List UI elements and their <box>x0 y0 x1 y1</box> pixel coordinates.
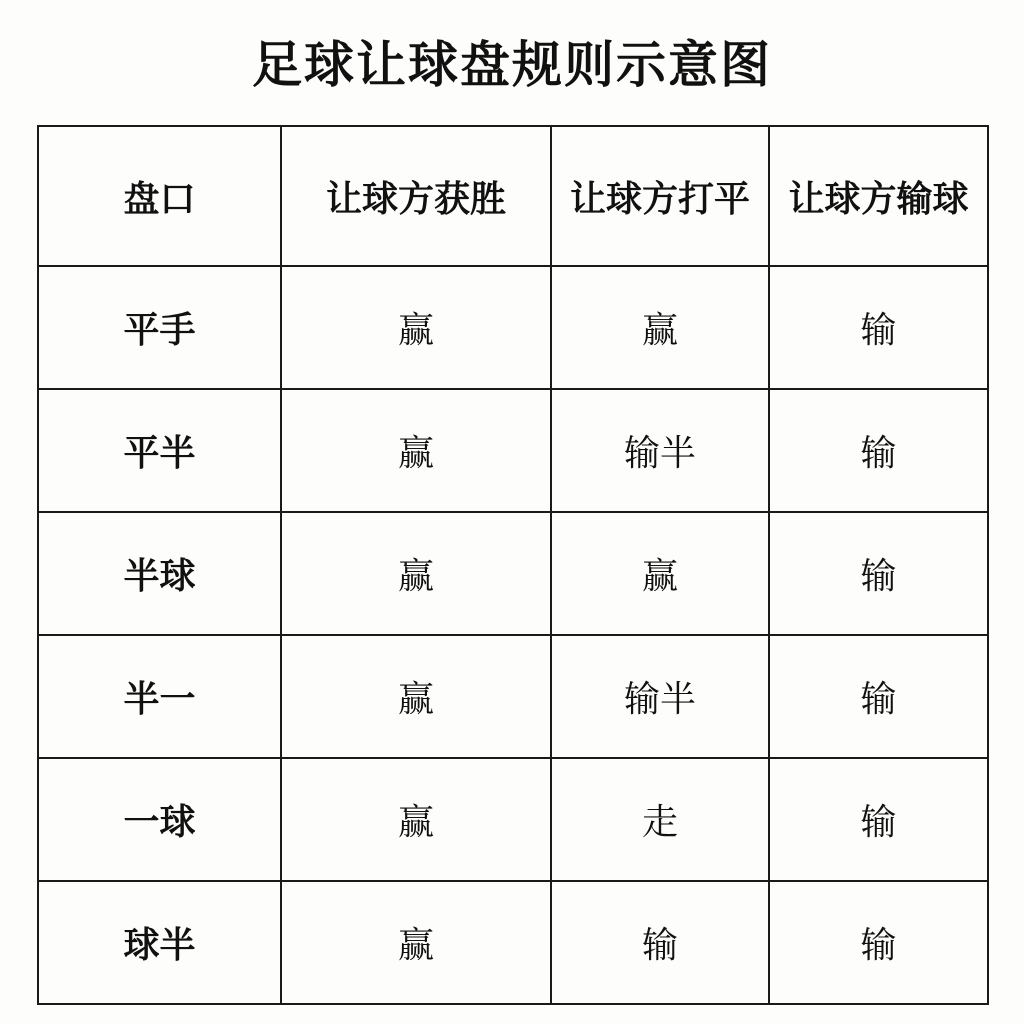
draw-cell: 输 <box>551 881 769 1004</box>
win-cell: 赢 <box>281 635 551 758</box>
handicap-cell: 半球 <box>38 512 281 635</box>
header-favorite-wins: 让球方获胜 <box>281 126 551 266</box>
draw-cell: 赢 <box>551 512 769 635</box>
table-row <box>38 266 988 389</box>
table-row <box>38 881 988 1004</box>
lose-cell: 输 <box>769 389 988 512</box>
header-favorite-loses: 让球方输球 <box>769 126 988 266</box>
win-cell: 赢 <box>281 389 551 512</box>
handicap-rules-table <box>37 125 989 1005</box>
win-cell: 赢 <box>281 266 551 389</box>
handicap-cell: 球半 <box>38 881 281 1004</box>
table-row <box>38 635 988 758</box>
handicap-cell: 半一 <box>38 635 281 758</box>
win-cell: 赢 <box>281 512 551 635</box>
lose-cell: 输 <box>769 758 988 881</box>
page-title: 足球让球盘规则示意图 <box>252 36 772 94</box>
header-favorite-draws: 让球方打平 <box>551 126 769 266</box>
handicap-cell: 平半 <box>38 389 281 512</box>
header-handicap: 盘口 <box>38 126 281 266</box>
lose-cell: 输 <box>769 512 988 635</box>
table-row <box>38 512 988 635</box>
draw-cell: 输半 <box>551 635 769 758</box>
lose-cell: 输 <box>769 635 988 758</box>
table-row <box>38 389 988 512</box>
draw-cell: 输半 <box>551 389 769 512</box>
win-cell: 赢 <box>281 881 551 1004</box>
lose-cell: 输 <box>769 881 988 1004</box>
draw-cell: 赢 <box>551 266 769 389</box>
win-cell: 赢 <box>281 758 551 881</box>
draw-cell: 走 <box>551 758 769 881</box>
table-row <box>38 758 988 881</box>
lose-cell: 输 <box>769 266 988 389</box>
handicap-cell: 一球 <box>38 758 281 881</box>
table-header-row <box>38 126 988 266</box>
handicap-cell: 平手 <box>38 266 281 389</box>
